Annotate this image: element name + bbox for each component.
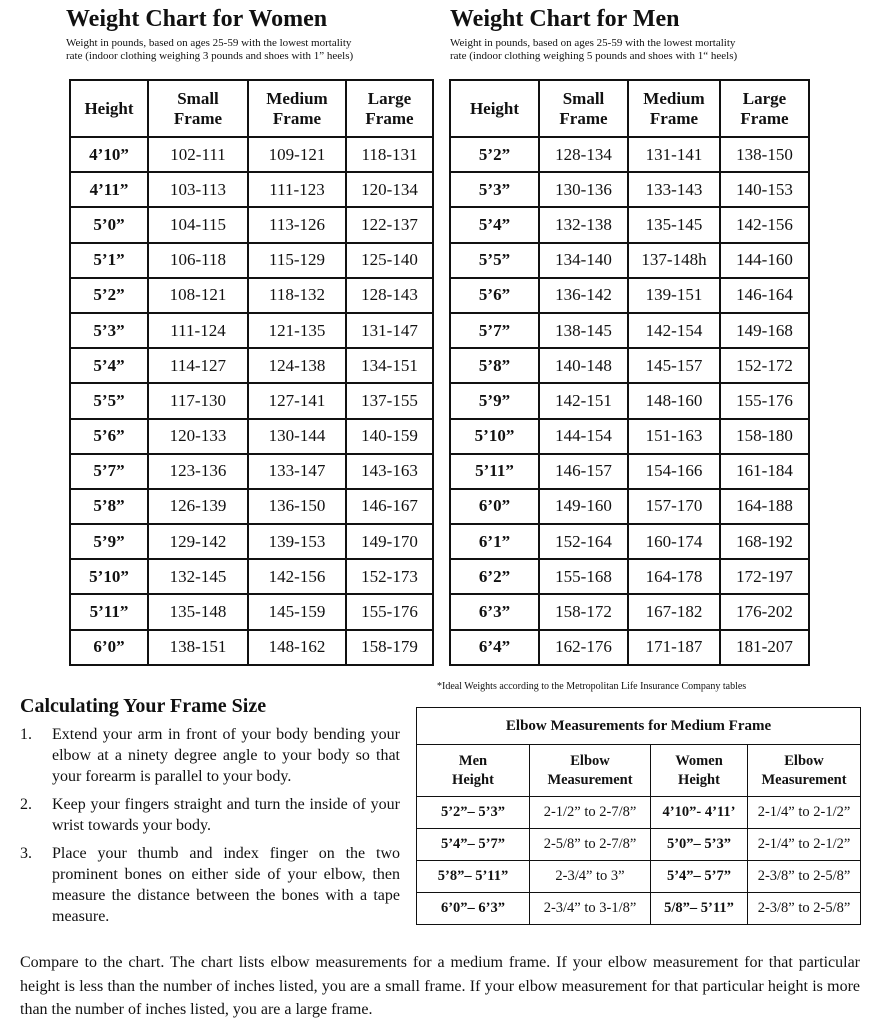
elbow-table-caption: Elbow Measurements for Medium Frame	[417, 708, 861, 745]
women-row	[70, 630, 433, 665]
women-cell: 146-167	[346, 489, 433, 524]
men-cell: 155-168	[539, 559, 628, 594]
men-cell: 131-141	[628, 137, 720, 172]
elbow-cell: 2-3/4” to 3”	[530, 861, 651, 893]
men-cell: 135-145	[628, 207, 720, 242]
women-cell: 5’0”	[70, 207, 148, 242]
women-cell: 158-179	[346, 630, 433, 665]
women-row	[70, 454, 433, 489]
men-cell: 155-176	[720, 383, 809, 418]
women-cell: 127-141	[248, 383, 346, 418]
elbow-header-1: Elbow Measurement	[530, 745, 651, 797]
women-cell: 5’7”	[70, 454, 148, 489]
women-row	[70, 313, 433, 348]
women-cell: 114-127	[148, 348, 248, 383]
women-row	[70, 207, 433, 242]
men-cell: 5’3”	[450, 172, 539, 207]
men-cell: 138-145	[539, 313, 628, 348]
women-cell: 106-118	[148, 243, 248, 278]
women-table-header-row	[70, 80, 433, 137]
men-cell: 5’8”	[450, 348, 539, 383]
women-cell: 132-145	[148, 559, 248, 594]
women-cell: 113-126	[248, 207, 346, 242]
women-subtitle-line2: rate (indoor clothing weighing 3 pounds and shoes with 1” heels)	[66, 50, 354, 62]
women-cell: 5’5”	[70, 383, 148, 418]
men-row	[450, 207, 809, 242]
elbow-cell: 2-1/4” to 2-1/2”	[748, 829, 861, 861]
men-cell: 132-138	[539, 207, 628, 242]
men-cell: 139-151	[628, 278, 720, 313]
women-cell: 145-159	[248, 594, 346, 629]
elbow-cell: 2-1/2” to 2-7/8”	[530, 797, 651, 829]
women-cell: 5’11”	[70, 594, 148, 629]
men-row	[450, 383, 809, 418]
men-cell: 142-151	[539, 383, 628, 418]
women-subtitle-line1: Weight in pounds, based on ages 25-59 with the lowest mortality	[66, 37, 352, 49]
women-cell: 136-150	[248, 489, 346, 524]
women-cell: 111-123	[248, 172, 346, 207]
women-row	[70, 243, 433, 278]
women-cell: 118-131	[346, 137, 433, 172]
calc-step-number: 1.	[20, 726, 32, 743]
men-cell: 142-156	[720, 207, 809, 242]
women-row	[70, 172, 433, 207]
men-cell: 164-178	[628, 559, 720, 594]
women-cell: 102-111	[148, 137, 248, 172]
men-cell: 138-150	[720, 137, 809, 172]
women-weight-table	[69, 79, 434, 666]
men-cell: 148-160	[628, 383, 720, 418]
women-cell: 131-147	[346, 313, 433, 348]
women-row	[70, 489, 433, 524]
men-header-0: Height	[450, 80, 539, 137]
women-cell: 148-162	[248, 630, 346, 665]
men-cell: 6’2”	[450, 559, 539, 594]
women-chart-title: Weight Chart for Women	[66, 6, 328, 32]
men-row	[450, 313, 809, 348]
men-cell: 176-202	[720, 594, 809, 629]
men-cell: 162-176	[539, 630, 628, 665]
men-row	[450, 243, 809, 278]
women-cell: 122-137	[346, 207, 433, 242]
men-cell: 5’9”	[450, 383, 539, 418]
men-row	[450, 348, 809, 383]
men-subtitle-line1: Weight in pounds, based on ages 25-59 with the lowest mortality	[450, 37, 736, 49]
men-header-2: Medium Frame	[628, 80, 720, 137]
women-cell: 103-113	[148, 172, 248, 207]
men-row	[450, 172, 809, 207]
men-cell: 134-140	[539, 243, 628, 278]
calc-step-text: Place your thumb and index finger on the two prominent bones on either side of your elbow, then measure the distance between the bones with a tape measure.	[52, 845, 400, 925]
elbow-row	[417, 797, 861, 829]
men-cell: 5’5”	[450, 243, 539, 278]
men-cell: 6’1”	[450, 524, 539, 559]
men-row	[450, 630, 809, 665]
men-chart-subtitle	[450, 37, 737, 63]
calc-step-text: Extend your arm in front of your body bending your elbow at a ninety degree angle to your body so that your forearm is parallel to your body.	[52, 726, 400, 785]
men-cell: 171-187	[628, 630, 720, 665]
women-row	[70, 137, 433, 172]
women-cell: 5’10”	[70, 559, 148, 594]
calc-step-number: 2.	[20, 796, 32, 813]
men-subtitle-line2: rate (indoor clothing weighing 5 pounds and shoes with 1“ heels)	[450, 50, 738, 62]
men-cell: 164-188	[720, 489, 809, 524]
men-table-header-row	[450, 80, 809, 137]
women-row	[70, 348, 433, 383]
elbow-table-header-row	[417, 745, 861, 797]
women-cell: 5’1”	[70, 243, 148, 278]
women-cell: 117-130	[148, 383, 248, 418]
men-cell: 6’4”	[450, 630, 539, 665]
women-cell: 108-121	[148, 278, 248, 313]
calc-step-number: 3.	[20, 845, 32, 862]
men-cell: 151-163	[628, 419, 720, 454]
women-cell: 126-139	[148, 489, 248, 524]
women-header-0: Height	[70, 80, 148, 137]
elbow-cell: 2-3/4” to 3-1/8”	[530, 893, 651, 925]
elbow-cell: 2-5/8” to 2-7/8”	[530, 829, 651, 861]
men-cell: 158-180	[720, 419, 809, 454]
men-cell: 181-207	[720, 630, 809, 665]
elbow-cell: 5’8”– 5’11”	[417, 861, 530, 893]
women-cell: 6’0”	[70, 630, 148, 665]
women-cell: 4’10”	[70, 137, 148, 172]
men-cell: 154-166	[628, 454, 720, 489]
women-row	[70, 278, 433, 313]
women-cell: 111-124	[148, 313, 248, 348]
women-cell: 138-151	[148, 630, 248, 665]
calc-step	[20, 843, 400, 927]
men-cell: 161-184	[720, 454, 809, 489]
men-cell: 149-160	[539, 489, 628, 524]
calc-step	[20, 794, 400, 836]
women-cell: 142-156	[248, 559, 346, 594]
women-row	[70, 419, 433, 454]
men-row	[450, 524, 809, 559]
men-cell: 5’6”	[450, 278, 539, 313]
elbow-header-0: Men Height	[417, 745, 530, 797]
women-row	[70, 594, 433, 629]
men-row	[450, 278, 809, 313]
men-cell: 145-157	[628, 348, 720, 383]
men-cell: 149-168	[720, 313, 809, 348]
elbow-row	[417, 861, 861, 893]
elbow-cell: 2-3/8” to 2-5/8”	[748, 861, 861, 893]
men-cell: 136-142	[539, 278, 628, 313]
men-cell: 128-134	[539, 137, 628, 172]
compare-paragraph: Compare to the chart. The chart lists elbow measurements for a medium frame. If your elbow measurement for that particular height is less than the number of inches listed, you are a small frame. If your elbow measurement for that particular height is more than the number of inches listed, you are a large frame.	[20, 954, 860, 1018]
men-row	[450, 489, 809, 524]
women-cell: 143-163	[346, 454, 433, 489]
women-cell: 155-176	[346, 594, 433, 629]
elbow-measurement-table	[416, 707, 861, 925]
men-chart-title: Weight Chart for Men	[450, 6, 680, 32]
men-weight-table	[449, 79, 810, 666]
women-cell: 5’2”	[70, 278, 148, 313]
calc-step	[20, 724, 400, 787]
women-cell: 5’4”	[70, 348, 148, 383]
women-cell: 133-147	[248, 454, 346, 489]
men-row	[450, 594, 809, 629]
men-cell: 146-157	[539, 454, 628, 489]
women-cell: 140-159	[346, 419, 433, 454]
men-cell: 144-154	[539, 419, 628, 454]
men-cell: 140-153	[720, 172, 809, 207]
women-cell: 5’6”	[70, 419, 148, 454]
women-cell: 104-115	[148, 207, 248, 242]
women-cell: 134-151	[346, 348, 433, 383]
men-cell: 5’2”	[450, 137, 539, 172]
men-cell: 130-136	[539, 172, 628, 207]
elbow-cell: 4’10”- 4’11’	[651, 797, 748, 829]
women-cell: 125-140	[346, 243, 433, 278]
men-cell: 146-164	[720, 278, 809, 313]
men-row	[450, 137, 809, 172]
elbow-row	[417, 829, 861, 861]
elbow-cell: 5/8”– 5’11”	[651, 893, 748, 925]
men-cell: 160-174	[628, 524, 720, 559]
men-row	[450, 559, 809, 594]
men-cell: 142-154	[628, 313, 720, 348]
women-cell: 135-148	[148, 594, 248, 629]
women-cell: 123-136	[148, 454, 248, 489]
women-header-1: Small Frame	[148, 80, 248, 137]
women-row	[70, 524, 433, 559]
elbow-cell: 2-1/4” to 2-1/2”	[748, 797, 861, 829]
men-cell: 5’7”	[450, 313, 539, 348]
calc-frame-size-title: Calculating Your Frame Size	[20, 695, 267, 717]
men-cell: 152-172	[720, 348, 809, 383]
men-header-1: Small Frame	[539, 80, 628, 137]
women-cell: 5’3”	[70, 313, 148, 348]
men-cell: 157-170	[628, 489, 720, 524]
calc-step-text: Keep your fingers straight and turn the inside of your wrist towards your body.	[52, 796, 400, 834]
elbow-row	[417, 893, 861, 925]
elbow-cell: 5’2”– 5’3”	[417, 797, 530, 829]
women-cell: 129-142	[148, 524, 248, 559]
women-row	[70, 383, 433, 418]
elbow-cell: 6’0”– 6’3”	[417, 893, 530, 925]
elbow-header-2: Women Height	[651, 745, 748, 797]
elbow-cell: 5’4”– 5’7”	[651, 861, 748, 893]
elbow-cell: 5’0”– 5’3”	[651, 829, 748, 861]
women-cell: 109-121	[248, 137, 346, 172]
women-cell: 4’11”	[70, 172, 148, 207]
men-cell: 137-148h	[628, 243, 720, 278]
women-header-2: Medium Frame	[248, 80, 346, 137]
men-cell: 140-148	[539, 348, 628, 383]
women-cell: 5’8”	[70, 489, 148, 524]
women-cell: 118-132	[248, 278, 346, 313]
men-cell: 158-172	[539, 594, 628, 629]
women-cell: 120-134	[346, 172, 433, 207]
men-header-3: Large Frame	[720, 80, 809, 137]
men-cell: 133-143	[628, 172, 720, 207]
calc-steps-list	[20, 724, 400, 934]
men-cell: 5’10”	[450, 419, 539, 454]
elbow-cell: 2-3/8” to 2-5/8”	[748, 893, 861, 925]
women-cell: 124-138	[248, 348, 346, 383]
men-cell: 152-164	[539, 524, 628, 559]
men-row	[450, 419, 809, 454]
footnote: *Ideal Weights according to the Metropolitan Life Insurance Company tables	[437, 681, 747, 692]
women-cell: 137-155	[346, 383, 433, 418]
elbow-cell: 5’4”– 5’7”	[417, 829, 530, 861]
women-cell: 152-173	[346, 559, 433, 594]
women-cell: 139-153	[248, 524, 346, 559]
men-cell: 6’0”	[450, 489, 539, 524]
men-cell: 5’11”	[450, 454, 539, 489]
men-cell: 144-160	[720, 243, 809, 278]
women-cell: 149-170	[346, 524, 433, 559]
women-cell: 130-144	[248, 419, 346, 454]
women-cell: 121-135	[248, 313, 346, 348]
men-cell: 6’3”	[450, 594, 539, 629]
women-cell: 120-133	[148, 419, 248, 454]
men-row	[450, 454, 809, 489]
men-cell: 168-192	[720, 524, 809, 559]
elbow-header-3: Elbow Measurement	[748, 745, 861, 797]
women-cell: 128-143	[346, 278, 433, 313]
men-cell: 167-182	[628, 594, 720, 629]
women-cell: 5’9”	[70, 524, 148, 559]
women-row	[70, 559, 433, 594]
women-chart-subtitle	[66, 37, 353, 63]
men-cell: 172-197	[720, 559, 809, 594]
women-header-3: Large Frame	[346, 80, 433, 137]
men-cell: 5’4”	[450, 207, 539, 242]
women-cell: 115-129	[248, 243, 346, 278]
